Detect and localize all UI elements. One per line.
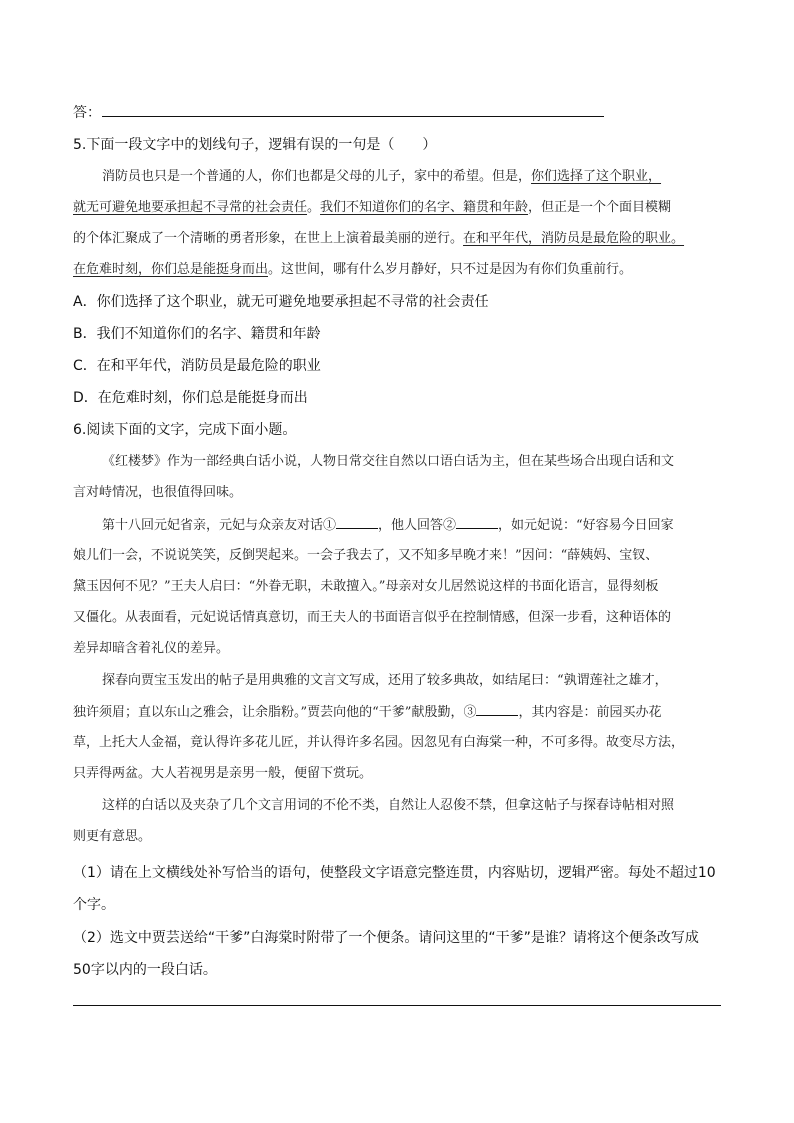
underlined-sentence-a-cont: 就无可避免地要承担起不寻常的社会责任	[73, 200, 308, 215]
sub-question-1-line1: （1）请在上文横线处补写恰当的语句，使整段文字语意完整连贯，内容贴切，逻辑严密。每处不超过10	[73, 865, 716, 881]
question-6-stem: 6.阅读下面的文字，完成下面小题。	[73, 422, 297, 438]
q6-para2-line5: 差异却暗含着礼仪的差异。	[73, 641, 230, 656]
q6-para4-line1: 这样的白话以及夹杂了几个文言用词的不伦不类，自然让人忍俊不禁，但拿这帖子与探春诗帖相对照	[102, 798, 675, 813]
blank-2[interactable]	[456, 516, 498, 529]
blank-3[interactable]	[476, 703, 518, 716]
underlined-sentence-d: 在危难时刻，你们总是能挺身而出	[73, 262, 269, 277]
q6-para3-line1: 探春向贾宝玉发出的帖子是用典雅的文言文写成，还用了较多典故，如结尾曰：“孰谓莲社之雄才，	[102, 673, 668, 688]
option-a: A．你们选择了这个职业，就无可避免地要承担起不寻常的社会责任	[73, 294, 489, 310]
q6-para2-line4: 又僵化。从表面看，元妃说话情真意切，而王夫人的书面语言似乎在控制情感，但深一步看，这种语体的	[73, 610, 672, 625]
q6-para2-line3: 黛玉因何不见？”王夫人启曰：“外眷无职，未敢擅入。”母亲对女儿居然说这样的书面化语言，显得刻板	[73, 579, 659, 594]
answer-line	[102, 116, 604, 117]
passage-line-1: 消防员也只是一个普通的人，你们也都是父母的儿子，家中的希望。但是，你们选择了这个职业，	[102, 169, 662, 184]
passage-line-3: 的个体汇聚成了一个清晰的勇者形象，在世上上演着最美丽的逆行。在和平年代，消防员是最危险的职业。	[73, 231, 685, 246]
option-c: C．在和平年代，消防员是最危险的职业	[73, 358, 321, 374]
sub-question-1-line2: 个字。	[73, 897, 115, 913]
underlined-sentence-c: 在和平年代，消防员是最危险的职业。	[463, 231, 685, 246]
underlined-sentence-b: 我们不知道你们的名字、籍贯和年龄	[320, 200, 529, 215]
question-5-stem: 5.下面一段文字中的划线句子，逻辑有误的一句是（ ）	[73, 137, 437, 153]
q6-para2-line2: 娘儿们一会，不说说笑笑，反倒哭起来。一会子我去了，又不知多早晚才来！”因问：“薛姨妈、宝钗、	[73, 548, 659, 563]
passage-line-4: 在危难时刻，你们总是能挺身而出。这世间，哪有什么岁月静好，只不过是因为有你们负重前行。	[73, 262, 633, 277]
sub-question-2-line2: 50字以内的一段白话。	[73, 962, 217, 978]
option-b: B．我们不知道你们的名字、籍贯和年龄	[73, 326, 321, 342]
q6-para1-line2: 言对峙情况，也很值得回味。	[73, 485, 243, 500]
q6-para4-line2: 则更有意思。	[73, 829, 152, 844]
passage-line-2: 就无可避免地要承担起不寻常的社会责任。我们不知道你们的名字、籍贯和年龄，但正是一个个面目模糊	[73, 200, 672, 215]
answer-rule-bottom	[73, 1005, 721, 1006]
q6-para3-line3: 草，上托大人金福，竟认得许多花儿匠，并认得许多名园。因忽见有白海棠一种，不可多得。故变尽方法，	[73, 735, 685, 750]
q6-para3-line2: 独许须眉；直以东山之雅会，让余脂粉。”贾芸向他的“干爹”献殷勤，③ ，其内容是：前园买办花	[73, 705, 662, 720]
q6-para2-line1: 第十八回元妃省亲，元妃与众亲友对话① ，他人回答② ，如元妃说：“好容易今日回家	[102, 518, 674, 533]
answer-label: 答：	[73, 105, 101, 121]
blank-1[interactable]	[336, 516, 378, 529]
q6-para3-line4: 只弄得两盆。大人若视男是亲男一般，便留下赏玩。	[73, 766, 373, 781]
underlined-sentence-a: 你们选择了这个职业，	[531, 169, 662, 184]
sub-question-2-line1: （2）选文中贾芸送给“干爹”白海棠时附带了一个便条。请问这里的“干爹”是谁？请将这个便条改写成	[73, 930, 699, 946]
option-d: D．在危难时刻，你们总是能挺身而出	[73, 390, 308, 406]
q6-para1-line1: 《红楼梦》作为一部经典白话小说，人物日常交往自然以口语白话为主，但在某些场合出现白话和文	[102, 454, 675, 469]
